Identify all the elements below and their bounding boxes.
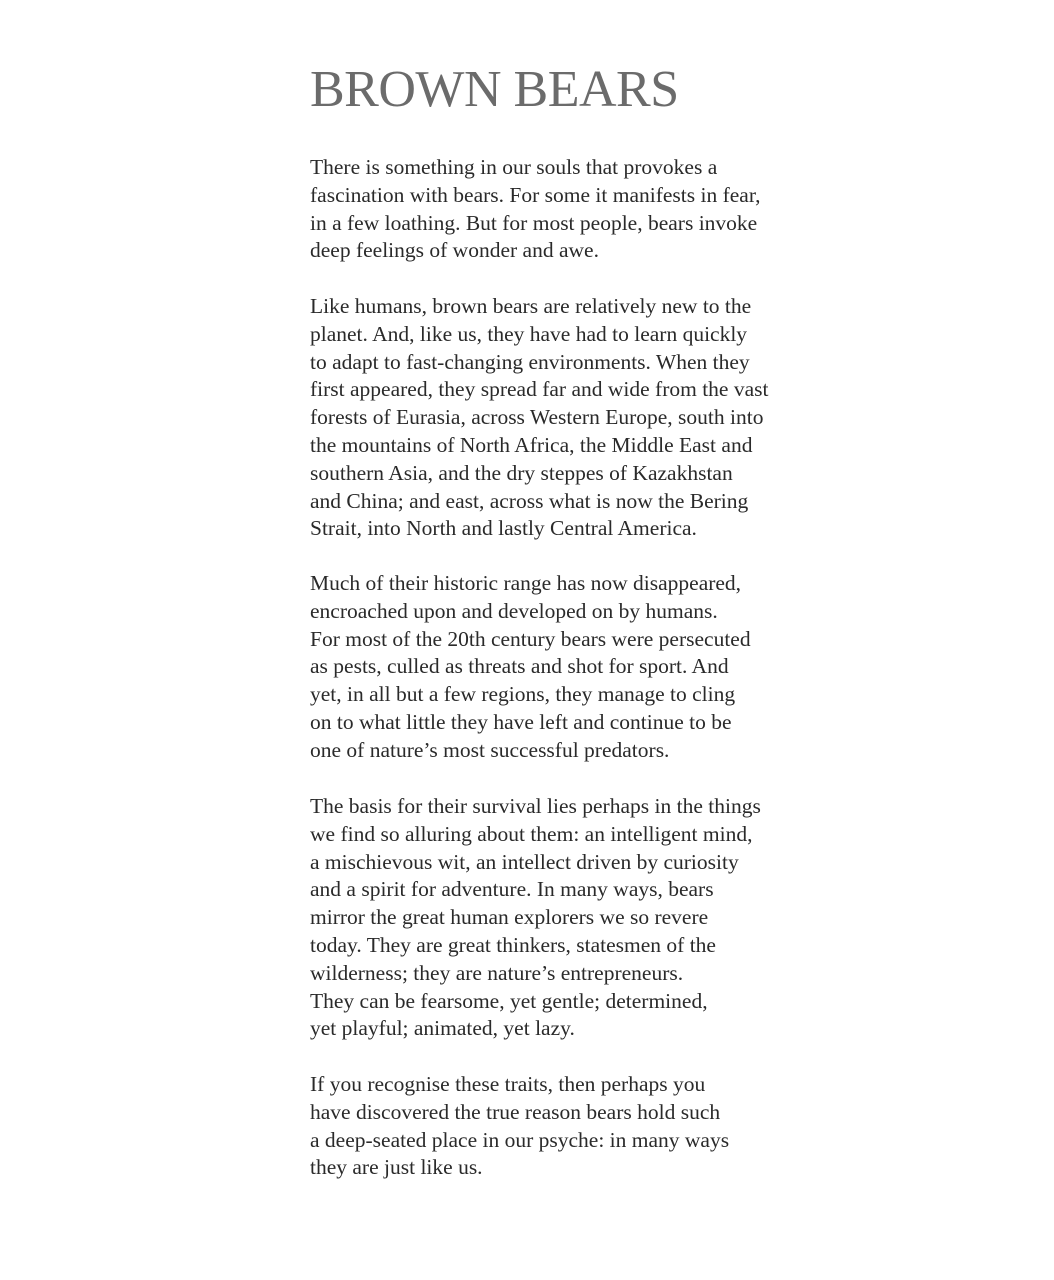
text-line: planet. And, like us, they have had to learn quickly (310, 321, 748, 346)
text-line: yet, in all but a few regions, they manage to cling (310, 682, 736, 707)
text-line: a deep-seated place in our psyche: in many ways (310, 1127, 730, 1152)
paragraph-3 (310, 570, 751, 765)
text-line: encroached upon and developed on by humans. (310, 598, 718, 623)
text-line: wilderness; they are nature’s entrepreneurs. (310, 960, 684, 985)
paragraph-5 (310, 1071, 729, 1182)
paragraph-4 (310, 793, 761, 1043)
article-title: BROWN BEARS (310, 61, 679, 118)
text-line: the mountains of North Africa, the Middle East and (310, 432, 753, 457)
text-line: as pests, culled as threats and shot for sport. And (310, 654, 729, 679)
text-line: on to what little they have left and continue to be (310, 709, 732, 734)
paragraph-1 (310, 154, 761, 265)
text-line: and a spirit for adventure. In many ways, bears (310, 877, 714, 902)
text-line: a mischievous wit, an intellect driven by curiosity (310, 849, 739, 874)
text-line: we find so alluring about them: an intelligent mind, (310, 821, 753, 846)
text-line: The basis for their survival lies perhaps in the things (310, 794, 761, 818)
text-line: one of nature’s most successful predators. (310, 737, 670, 762)
text-line: For most of the 20th century bears were persecuted (310, 626, 751, 651)
text-line: they are just like us. (310, 1155, 483, 1180)
paragraph-2 (310, 293, 768, 543)
text-line: and China; and east, across what is now the Bering (310, 488, 749, 513)
text-line: in a few loathing. But for most people, bears invoke (310, 210, 758, 235)
text-line: deep feelings of wonder and awe. (310, 238, 599, 263)
text-line: southern Asia, and the dry steppes of Kazakhstan (310, 460, 733, 485)
text-line: Much of their historic range has now disappeared, (310, 571, 742, 595)
text-line: They can be fearsome, yet gentle; determined, (310, 988, 708, 1013)
text-line: have discovered the true reason bears hold such (310, 1099, 721, 1124)
text-line: Strait, into North and lastly Central America. (310, 516, 697, 541)
text-line: today. They are great thinkers, statesmen of the (310, 932, 716, 957)
text-line: fascination with bears. For some it manifests in fear, (310, 182, 761, 207)
text-line: forests of Eurasia, across Western Europe, south into (310, 405, 764, 430)
text-line: Like humans, brown bears are relatively new to the (310, 294, 752, 318)
text-line: to adapt to fast-changing environments. When they (310, 349, 750, 374)
text-line: first appeared, they spread far and wide from the vast (310, 377, 769, 402)
text-line: mirror the great human explorers we so revere (310, 905, 709, 930)
text-line: There is something in our souls that provokes a (310, 155, 718, 179)
text-line: yet playful; animated, yet lazy. (310, 1016, 575, 1041)
text-line: If you recognise these traits, then perhaps you (310, 1072, 706, 1096)
